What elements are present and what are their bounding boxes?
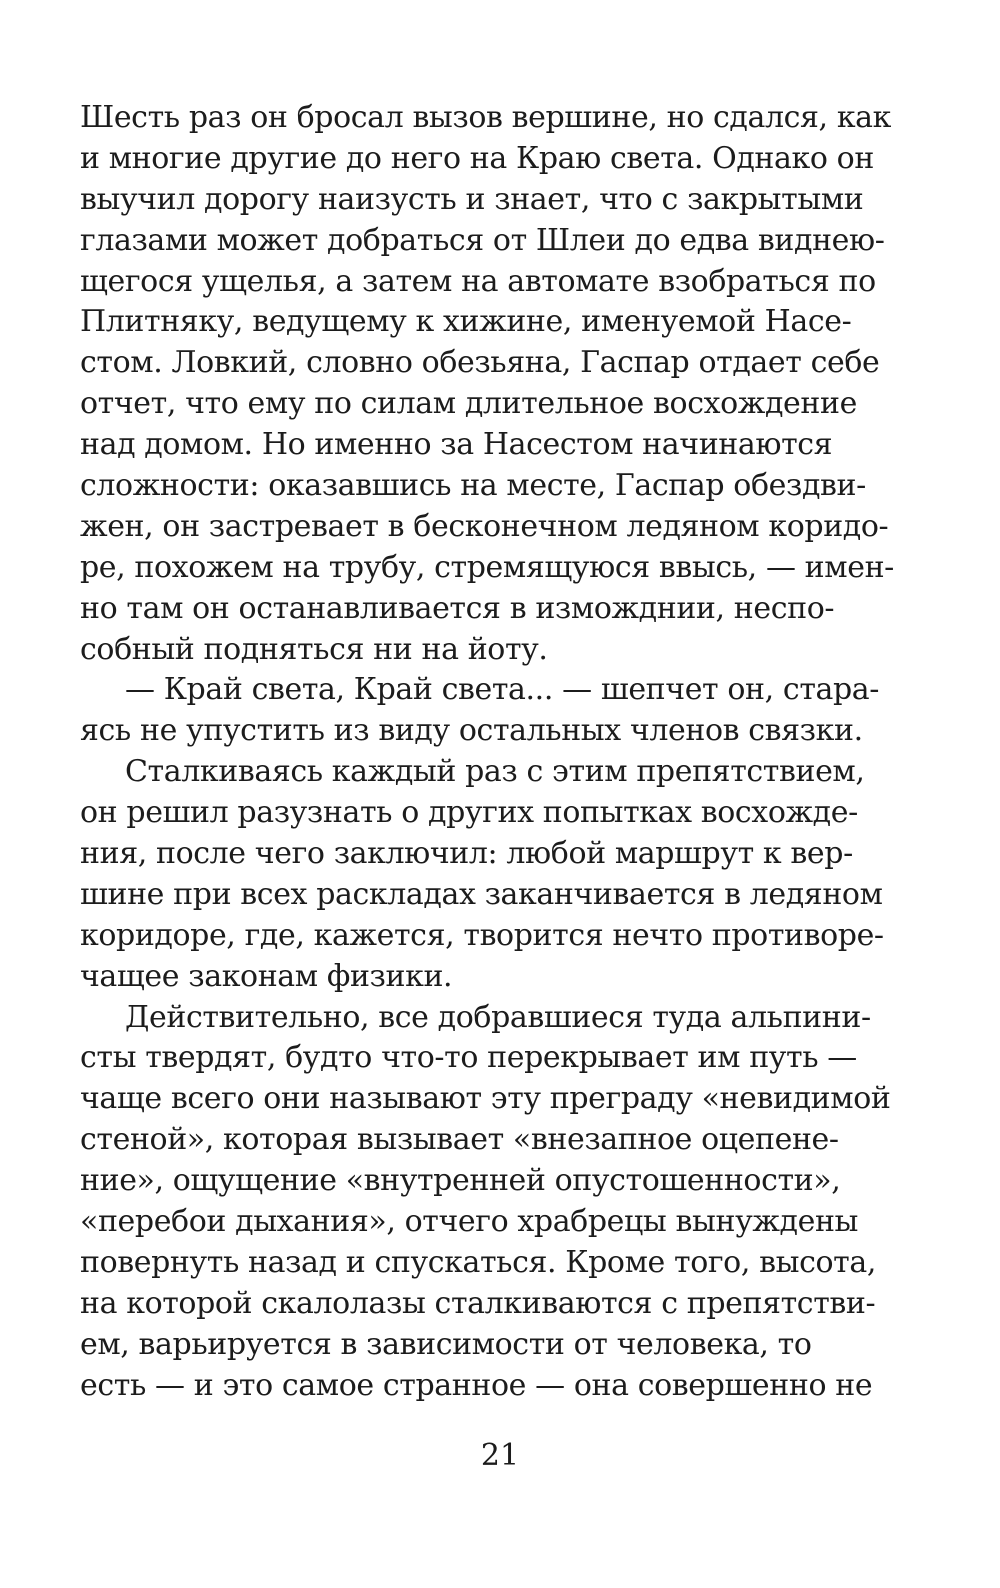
text-line: Сталкиваясь каждый раз с этим препятствием, — [125, 754, 865, 790]
text-line: сложности: оказавшись на месте, Гаспар обездви- — [80, 468, 866, 504]
text-line: ние», ощущение «внутренней опустошенности», — [80, 1163, 841, 1199]
text-line: чаще всего они называют эту преграду «невидимой — [80, 1081, 891, 1117]
text-line: Шесть раз он бросал вызов вершине, но сдался, как — [80, 100, 892, 135]
text-line: щегося ущелья, а затем на автомате взобраться по — [80, 263, 876, 299]
text-line: — Край света, Край света... — шепчет он, стара- — [125, 672, 880, 708]
text-line: глазами может добраться от Шлеи до едва виднею- — [80, 222, 885, 258]
text-line: повернуть назад и спускаться. Кроме того, высота, — [80, 1244, 876, 1280]
text-line: но там он останавливается в изможднии, неспо- — [80, 590, 835, 626]
text-line: Действительно, все добравшиеся туда альпини- — [125, 999, 871, 1035]
text-line: ния, после чего заключил: любой маршрут к вер- — [80, 836, 853, 872]
text-line: Плитняку, ведущему к хижине, именуемой Насе- — [80, 304, 852, 340]
text-line: ре, похожем на трубу, стремящуюся ввысь, — имен- — [80, 549, 894, 585]
text-line: и многие другие до него на Краю света. Однако он — [80, 140, 874, 176]
text-line: он решил разузнать о других попытках восхожде- — [80, 795, 858, 831]
text-line: жен, он застревает в бесконечном ледяном коридо- — [80, 508, 889, 544]
text-line: собный подняться ни на йоту. — [80, 631, 548, 667]
text-line: есть — и это самое странное — она совершенно не — [80, 1367, 873, 1403]
text-line: стеной», которая вызывает «внезапное оцепене- — [80, 1122, 839, 1158]
text-line: ем, варьируется в зависимости от человека, то — [80, 1326, 812, 1362]
text-line: стом. Ловкий, словно обезьяна, Гаспар отдает себе — [80, 345, 880, 381]
page-number: 21 — [480, 1438, 520, 1473]
text-line: выучил дорогу наизусть и знает, что с закрытыми — [80, 181, 864, 217]
text-line: на которой скалолазы сталкиваются с препятстви- — [80, 1285, 876, 1321]
text-line: «перебои дыхания», отчего храбрецы вынуждены — [80, 1204, 859, 1240]
text-line: сты твердят, будто что-то перекрывает им путь — — [80, 1040, 857, 1076]
body-text — [80, 98, 894, 1407]
text-line: чащее законам физики. — [80, 958, 453, 994]
text-line: ясь не упустить из виду остальных членов связки. — [80, 713, 863, 749]
text-line: коридоре, где, кажется, творится нечто противоре- — [80, 917, 884, 953]
text-line: отчет, что ему по силам длительное восхождение — [80, 386, 857, 422]
text-line: над домом. Но именно за Насестом начинаются — [80, 427, 833, 463]
text-line: шине при всех раскладах заканчивается в ледяном — [80, 876, 883, 912]
